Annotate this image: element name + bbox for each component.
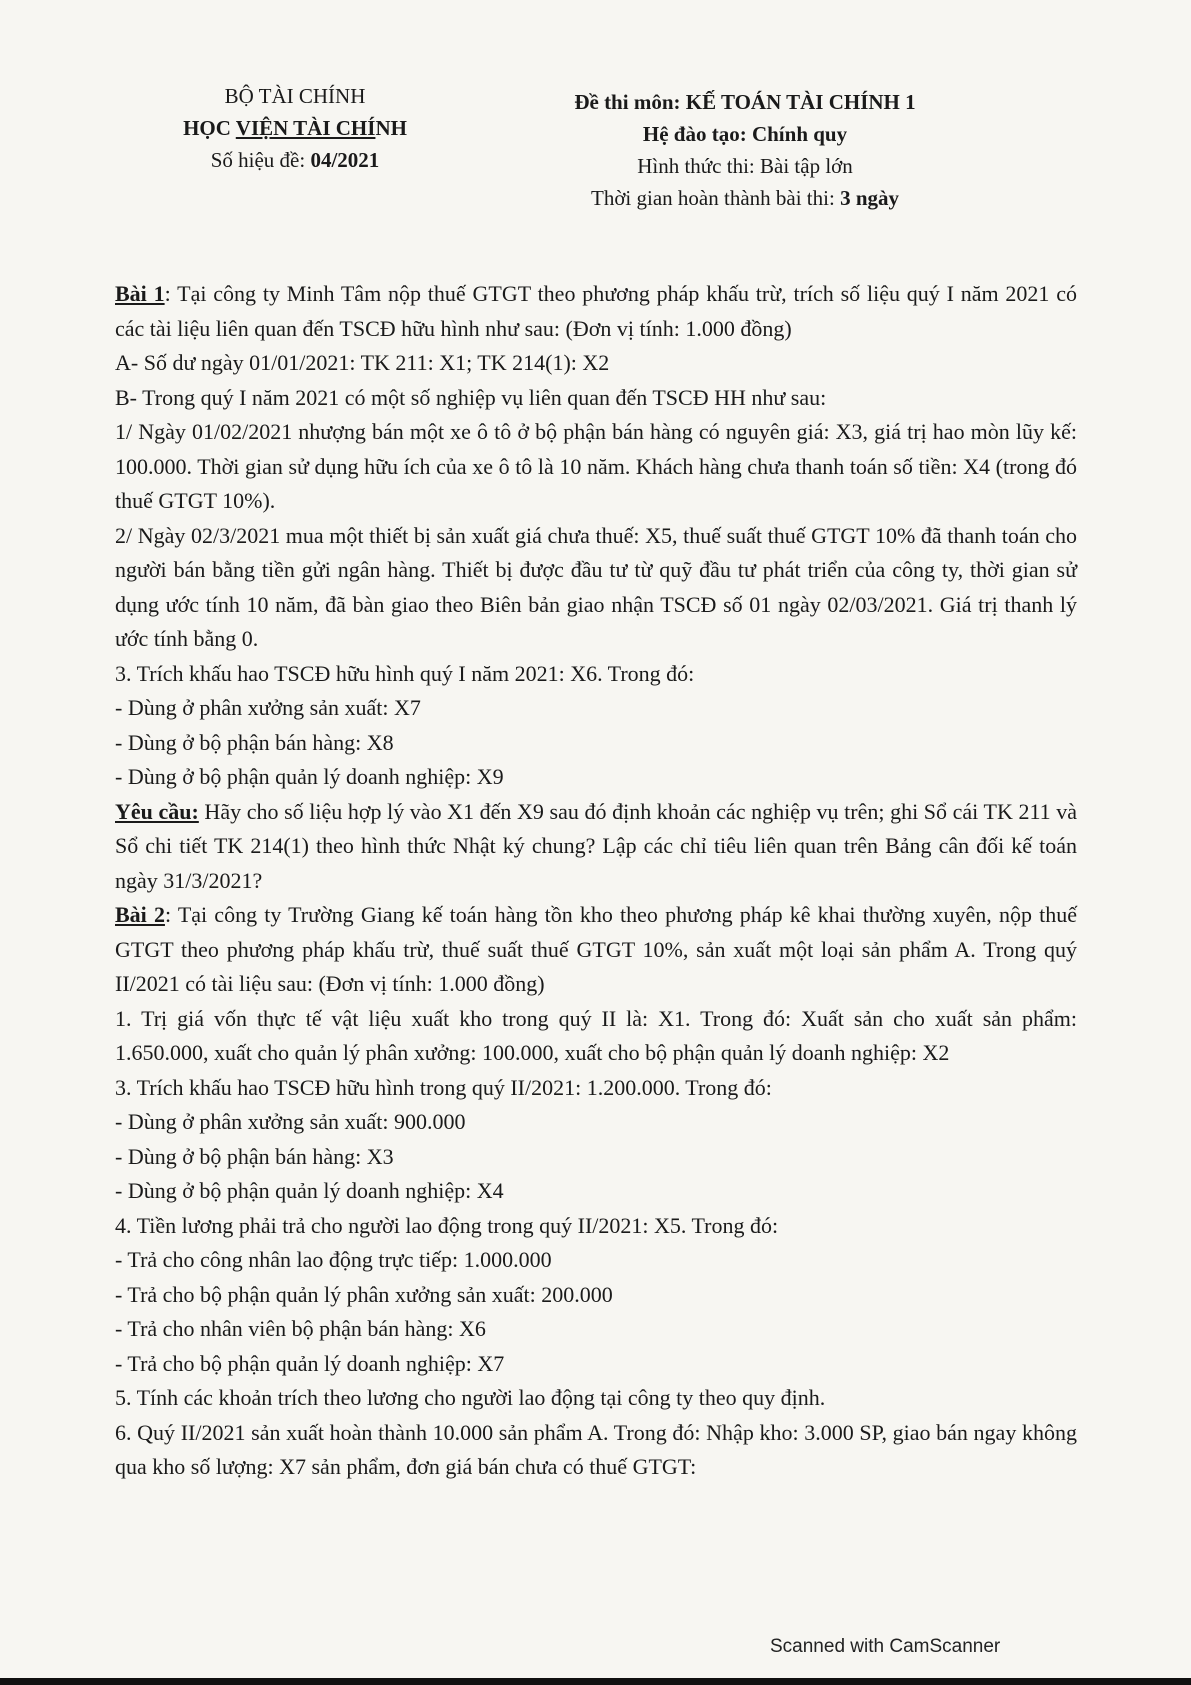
requirement-label: Yêu cầu: — [115, 798, 199, 824]
bai2-depreciation-1: - Dùng ở phân xưởng sản xuất: 900.000 — [115, 1109, 466, 1134]
training-system: Hệ đào tạo: Chính quy — [642, 122, 848, 146]
bai1-depreciation-1: - Dùng ở phân xưởng sản xuất: X7 — [115, 695, 421, 720]
bai2-wage-1: - Trả cho công nhân lao động trực tiếp: 1.000.000 — [115, 1247, 552, 1272]
bai1-item-3: 3. Trích khấu hao TSCĐ hữu hình quý I năm 2021: X6. Trong đó: — [115, 660, 695, 686]
bai2-depreciation-2: - Dùng ở bộ phận bán hàng: X3 — [115, 1143, 394, 1169]
bai2-wage-4: - Trả cho bộ phận quản lý doanh nghiệp: X7 — [115, 1350, 505, 1376]
bai2-item-6: 6. Quý II/2021 sản xuất hoàn thành 10.000 sản phẩm A. Trong đó: Nhập kho: 3.000 SP, giao bán ngay không qua kho số lượng: X7 sản phẩm, đơn giá bán chưa có thuế GTGT: — [115, 1419, 1077, 1479]
bai1-transactions-heading: B- Trong quý I năm 2021 có một số nghiệp vụ liên quan đến TSCĐ HH như sau: — [115, 384, 827, 410]
bai1-requirement: Yêu cầu: Hãy cho số liệu hợp lý vào X1 đến X9 sau đó định khoản các nghiệp vụ trên; ghi Sổ cái TK 211 và Sổ chi tiết TK 214(1) theo hình thức Nhật ký chung? Lập các chỉ tiêu liên quan trên Bảng cân đối kế toán ngày 31/3/2021? — [115, 798, 1077, 893]
institute-name: HỌC VIỆN TÀI CHÍNH — [183, 116, 407, 140]
exam-body — [115, 277, 1077, 1485]
bai1-item-2: 2/ Ngày 02/3/2021 mua một thiết bị sản xuất giá chưa thuế: X5, thuế suất thuế GTGT 10% đã thanh toán cho người bán bằng tiền gửi ngân hàng. Thiết bị được đầu tư từ quỹ đầu tư phát triển của công ty, thời gian sử dụng ước tính 10 năm, đã bàn giao theo Biên bản giao nhận TSCĐ số 01 ngày 02/03/2021. Giá trị thanh lý ước tính bằng 0. — [115, 522, 1077, 651]
exam-form: Hình thức thi: Bài tập lớn — [637, 154, 853, 178]
bai2-wage-2: - Trả cho bộ phận quản lý phân xưởng sản xuất: 200.000 — [115, 1281, 613, 1307]
camscanner-watermark: Scanned with CamScanner — [770, 1636, 1001, 1657]
exam-duration: Thời gian hoàn thành bài thi: 3 ngày — [591, 186, 899, 210]
bai1-item-1: 1/ Ngày 01/02/2021 nhượng bán một xe ô tô ở bộ phận bán hàng có nguyên giá: X3, giá trị hao mòn lũy kế: 100.000. Thời gian sử dụng hữu ích của xe ô tô là 10 năm. Khách hàng chưa thanh toán số tiền: X4 (trong đó thuế GTGT 10%). — [115, 419, 1077, 513]
exam-subject: Đề thi môn: KẾ TOÁN TÀI CHÍNH 1 — [574, 90, 916, 114]
header-right — [515, 86, 975, 214]
bai2-item-3: 3. Trích khấu hao TSCĐ hữu hình trong quý II/2021: 1.200.000. Trong đó: — [115, 1074, 772, 1100]
bai2-depreciation-3: - Dùng ở bộ phận quản lý doanh nghiệp: X4 — [115, 1178, 504, 1203]
bai1-opening-balance: A- Số dư ngày 01/01/2021: TK 211: X1; TK 214(1): X2 — [115, 350, 610, 375]
bai2-wage-3: - Trả cho nhân viên bộ phận bán hàng: X6 — [115, 1316, 486, 1341]
scan-bottom-edge — [0, 1678, 1191, 1685]
header-left — [140, 80, 450, 176]
bai2-item-5: 5. Tính các khoản trích theo lương cho người lao động tại công ty theo quy định. — [115, 1385, 826, 1410]
ministry-name: BỘ TÀI CHÍNH — [224, 84, 366, 108]
bai1-label: Bài 1 — [115, 281, 165, 306]
bai1-depreciation-3: - Dùng ở bộ phận quản lý doanh nghiệp: X9 — [115, 764, 504, 789]
exam-code: Số hiệu đề: 04/2021 — [210, 148, 380, 172]
bai2-intro: Bài 2: Tại công ty Trường Giang kế toán hàng tồn kho theo phương pháp kê khai thường xuyên, nộp thuế GTGT theo phương pháp khấu trừ, thuế suất thuế GTGT 10%, sản xuất một loại sản phẩm A. Trong quý II/2021 có tài liệu sau: (Đơn vị tính: 1.000 đồng) — [115, 902, 1077, 996]
bai2-item-1: 1. Trị giá vốn thực tế vật liệu xuất kho trong quý II là: X1. Trong đó: Xuất sản cho xuất sản phẩm: 1.650.000, xuất cho quản lý phân xưởng: 100.000, xuất cho bộ phận quản lý doanh nghiệp: X2 — [115, 1005, 1077, 1065]
bai2-item-4: 4. Tiền lương phải trả cho người lao động trong quý II/2021: X5. Trong đó: — [115, 1212, 779, 1238]
bai2-label: Bài 2 — [115, 902, 165, 927]
bai1-depreciation-2: - Dùng ở bộ phận bán hàng: X8 — [115, 729, 394, 755]
bai1-intro: Bài 1: Tại công ty Minh Tâm nộp thuế GTGT theo phương pháp khấu trừ, trích số liệu quý I năm 2021 có các tài liệu liên quan đến TSCĐ hữu hình như sau: (Đơn vị tính: 1.000 đồng) — [115, 281, 1077, 341]
